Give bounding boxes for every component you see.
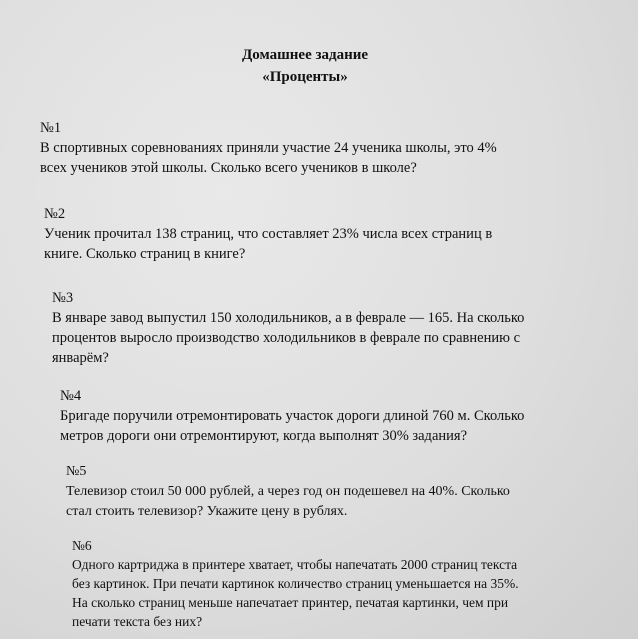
- task-number: №5: [66, 464, 87, 479]
- task-text-line: Одного картриджа в принтере хватает, чтобы напечатать 2000 страниц текста: [72, 557, 518, 572]
- task-text-line: январём?: [52, 350, 109, 366]
- task-text-line: Бригаде поручили отремонтировать участок дороги длиной 760 м. Сколько: [60, 408, 525, 424]
- task-6: [72, 536, 592, 631]
- document-title: Домашнее задание: [241, 47, 369, 63]
- task-3: [52, 288, 612, 368]
- task-1: [40, 118, 600, 178]
- task-text-line: На сколько страниц меньше напечатает принтер, печатая картинки, чем при: [72, 595, 509, 610]
- task-number: №2: [44, 206, 66, 222]
- task-text-line: всех учеников этой школы. Сколько всего учеников в школе?: [40, 160, 417, 176]
- task-text-line: метров дороги они отремонтируют, когда выполнят 30% задания?: [60, 428, 467, 444]
- task-2: [44, 204, 604, 264]
- task-text-line: печати текста без них?: [72, 614, 203, 629]
- task-text-line: Телевизор стоил 50 000 рублей, а через год он подешевел на 40%. Сколько: [66, 484, 510, 499]
- task-text-line: Ученик прочитал 138 страниц, что составляет 23% числа всех страниц в: [44, 226, 493, 242]
- task-text-line: стал стоить телевизор? Укажите цену в рублях.: [66, 504, 348, 519]
- task-5: [66, 462, 586, 522]
- task-number: №4: [60, 388, 82, 404]
- task-4: [60, 386, 600, 446]
- task-number: №6: [72, 538, 92, 553]
- task-number: №3: [52, 290, 74, 306]
- task-text-line: процентов выросло производство холодильников в феврале по сравнению с: [52, 330, 521, 346]
- task-text-line: В январе завод выпустил 150 холодильников, а в феврале — 165. На сколько: [52, 310, 525, 326]
- task-text-line: книге. Сколько страниц в книге?: [44, 246, 246, 262]
- task-text-line: В спортивных соревнованиях приняли участие 24 ученика школы, это 4%: [40, 140, 497, 156]
- task-number: №1: [40, 120, 62, 136]
- task-text-line: без картинок. При печати картинок количество страниц уменьшается на 35%.: [72, 576, 519, 591]
- document-subtitle: «Проценты»: [262, 69, 348, 85]
